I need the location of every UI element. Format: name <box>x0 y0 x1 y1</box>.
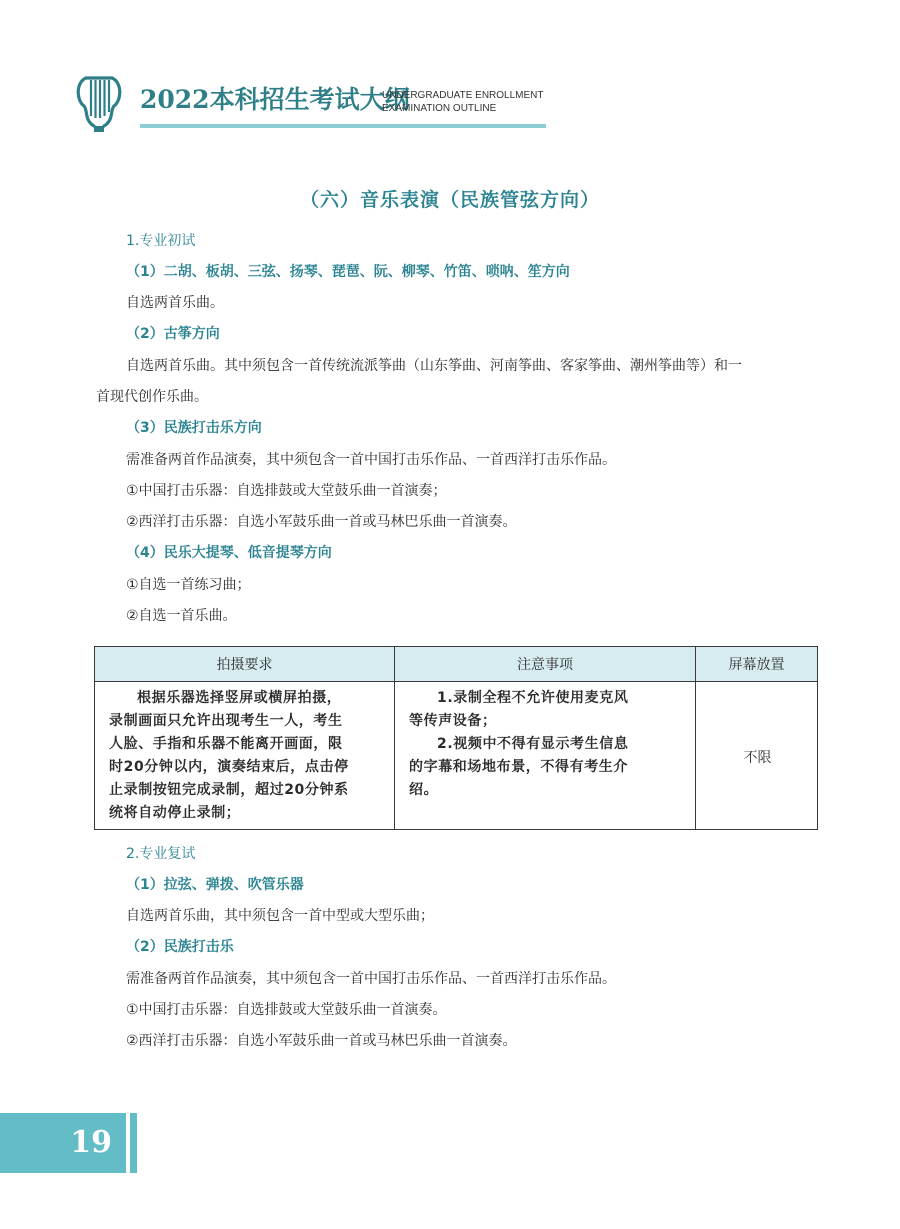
page-header <box>0 0 900 140</box>
header-screen-placement: 屏幕放置 <box>696 647 818 682</box>
initial-p3-text: 需准备两首作品演奏，其中须包含一首中国打击乐作品、一首西洋打击乐作品。 <box>126 452 616 468</box>
header-underline <box>140 124 546 128</box>
initial-p4-title: （4）民乐大提琴、低音提琴方向 <box>126 545 332 561</box>
retest-p1-text: 自选两首乐曲，其中须包含一首中型或大型乐曲； <box>126 908 434 924</box>
notes-line: 1.录制全程不允许使用麦克风 <box>437 690 629 706</box>
notes-cell <box>395 682 696 830</box>
initial-p3-title: （3）民族打击乐方向 <box>126 420 262 436</box>
notes-line: 等传声设备； <box>409 713 497 729</box>
page-number-stripe <box>130 1113 137 1173</box>
section-title: （六）音乐表演（民族管弦方向） <box>299 189 600 211</box>
initial-p1-text: 自选两首乐曲。 <box>126 295 224 311</box>
initial-p2-title: （2）古筝方向 <box>126 326 220 342</box>
page-number: 19 <box>70 1125 112 1160</box>
outline-title-en <box>382 90 544 115</box>
table-header-row <box>95 647 818 682</box>
notes-line: 的字幕和场地布景，不得有考生介 <box>409 759 628 775</box>
filming-line: 时20分钟以内，演奏结束后，点击停 <box>109 759 349 775</box>
initial-p3-item1: ①中国打击乐器：自选排鼓或大堂鼓乐曲一首演奏； <box>126 483 447 499</box>
outline-title-en-line1: UNDERGRADUATE ENROLLMENT <box>382 90 544 101</box>
retest-p2-item1: ①中国打击乐器：自选排鼓或大堂鼓乐曲一首演奏。 <box>126 1002 447 1018</box>
header-notes: 注意事项 <box>395 647 696 682</box>
initial-p4-item1: ①自选一首练习曲； <box>126 577 251 593</box>
initial-heading: 1.专业初试 <box>126 233 196 249</box>
retest-p2-text: 需准备两首作品演奏，其中须包含一首中国打击乐作品、一首西洋打击乐作品。 <box>126 971 616 987</box>
filming-line: 止录制按钮完成录制，超过20分钟系 <box>109 782 349 798</box>
filming-line: 统将自动停止录制； <box>109 805 241 821</box>
lyre-logo-icon <box>74 72 124 134</box>
recording-requirements-table <box>94 646 818 830</box>
initial-p1-title: （1）二胡、板胡、三弦、扬琴、琵琶、阮、柳琴、竹笛、唢呐、笙方向 <box>126 264 570 280</box>
initial-p2-text-line2: 首现代创作乐曲。 <box>96 389 208 405</box>
initial-p4-item2: ②自选一首乐曲。 <box>126 608 237 624</box>
initial-p2-text-line1: 自选两首乐曲。其中须包含一首传统流派筝曲（山东筝曲、河南筝曲、客家筝曲、潮州筝曲等）和一 <box>126 358 742 374</box>
table-row <box>95 682 818 830</box>
filming-line: 根据乐器选择竖屏或横屏拍摄， <box>137 690 342 706</box>
header-filming-requirements: 拍摄要求 <box>95 647 395 682</box>
initial-p3-item2: ②西洋打击乐器：自选小军鼓乐曲一首或马林巴乐曲一首演奏。 <box>126 514 517 530</box>
notes-line: 2.视频中不得有显示考生信息 <box>437 736 629 752</box>
filming-requirements-cell <box>95 682 395 830</box>
retest-heading: 2.专业复试 <box>126 846 196 862</box>
screen-placement-cell: 不限 <box>696 682 818 830</box>
retest-p1-title: （1）拉弦、弹拨、吹管乐器 <box>126 877 304 893</box>
retest-p2-item2: ②西洋打击乐器：自选小军鼓乐曲一首或马林巴乐曲一首演奏。 <box>126 1033 517 1049</box>
filming-line: 人脸、手指和乐器不能离开画面，限 <box>109 736 343 752</box>
notes-line: 绍。 <box>409 782 439 798</box>
filming-line: 录制画面只允许出现考生一人，考生 <box>109 713 343 729</box>
retest-p2-title: （2）民族打击乐 <box>126 939 234 955</box>
outline-title: 2022本科招生考试大纲 <box>140 85 410 114</box>
outline-title-en-line2: EXAMINATION OUTLINE <box>382 102 497 114</box>
